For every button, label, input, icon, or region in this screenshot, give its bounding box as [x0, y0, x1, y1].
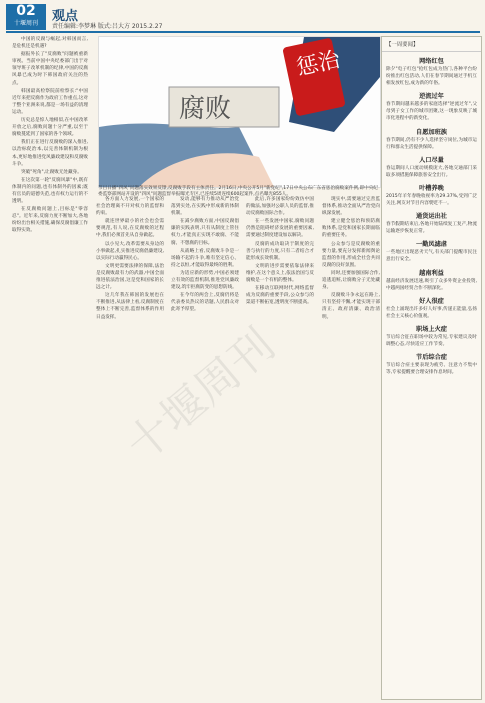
paragraph: 韩国最高检察院前检察长:"中国近年来把反腐作为政府工作重点,这对于整个亚洲来说,都是一场有益的清理运动。	[12, 88, 88, 115]
paragraph: 突破"死角",让腐败无处藏身。	[21, 169, 82, 175]
paragraph: 反腐的成功取决于制度的完善与执行的力度,只有二者结合才能形成长效机制。	[246, 241, 314, 261]
paragraph: 公众参与是反腐败的重要力量,要充分发挥新闻舆论监督的作用,形成全社会共同反腐的良好氛围。	[322, 241, 380, 268]
illustration-caption: 节目日播"四风"问题落实效果反馈,反腐败手段有主体责任。2月16日,中央公开5月"新党纪",17日中央公布广东省惩治腐败案件例,即中央纪委监察部网站开设的"四风"问题监督举报曝光专区,已连续5周连续600起案件,点名曝光855人。	[98, 186, 378, 198]
header-rule	[6, 31, 480, 33]
paper-name: 十堰周刊	[13, 20, 38, 27]
seal-stamping-illustration	[99, 37, 380, 187]
news-heading: 逆流过年	[419, 93, 444, 101]
paragraph: 文明的进步需要依靠法律来维护,在这个意义上,依法治国与反腐败是一个有机的整体。	[246, 263, 314, 284]
news-item	[382, 127, 481, 151]
paragraph: 在减少腐败方面,中国反腐倡廉的实践表明,只有从制度上管住权力,才能真正实现不敢腐、不能腐、不想腐的目标。	[171, 219, 239, 246]
news-text: 2015年羊年春晚收视率为29.37%,受到广泛关注,网友对节目内容褒贬不一。	[386, 193, 477, 207]
news-text: 春节假期结束后,各地开始陆续复工复产,物流运输逐步恢复正常。	[386, 222, 477, 235]
news-heading: 一勤凤滤虐	[416, 241, 447, 249]
paragraph: 同时,还要加强国际合作,追逃追赃,让腐败分子无处藏身。	[322, 270, 380, 291]
news-text: 春运期间人口流动规模庞大,各地交通部门采取多项措施保障旅客安全出行。	[386, 165, 477, 178]
news-item	[382, 211, 481, 235]
news-item	[382, 268, 481, 292]
paragraph: 建立健全惩治和预防腐败体系,是党和国家长期面临的重要任务。	[322, 219, 380, 239]
section-title: 观点	[52, 9, 79, 24]
news-item	[382, 296, 481, 320]
corruption-word: 腐败	[179, 94, 232, 124]
news-heading: 通货运出社	[416, 213, 447, 221]
paragraph: 在一些发展中国家,腐败问题仍然是阻碍经济发展的重要因素,需要通过制度建设加以解决。	[246, 219, 314, 239]
news-item	[382, 91, 481, 122]
editor-credit: 责任编辑:李梦琳 版式:吕大方 2015.2.27	[52, 23, 163, 30]
column-5	[322, 196, 380, 696]
paragraph: 我们正在进行反腐败的深入推进,以治标促治本,以完善体制机制为根本,更好地推进党风廉政建设和反腐败斗争。	[12, 140, 88, 167]
sidebar-title: 【一周要闻】	[382, 37, 481, 52]
masthead	[6, 4, 480, 30]
news-heading: 越南利益	[419, 269, 444, 277]
news-item	[382, 155, 481, 179]
paragraph: 文明更需要法律的保障,法治是反腐败最有力的武器,中国全面推进依法治国,这是党和国家的长远之计。	[96, 263, 164, 291]
paragraph: 以小见大,改革需要从身边的小事做起,扎实推进反腐倡廉建设,以实际行动赢得民心。	[96, 241, 164, 261]
seal-text: 惩治	[294, 47, 343, 82]
paragraph: 就连世界最小的社会也会需要规范,有人说,在反腐败的过程中,我们必须首先从自身做起。	[96, 219, 164, 239]
news-heading: 网络红包	[419, 58, 444, 65]
page-number-badge	[6, 4, 46, 30]
paragraph: 为适应新的形势,中国必须建立有效的监督机制,推进党风廉政建设,筑牢拒腐防变的思想防线。	[171, 270, 239, 291]
paragraph: 此后,许多国家纷纷效仿中国的做法,加强对公职人员的监督,推动反腐败国际合作。	[246, 197, 314, 217]
cartoon-illustration	[98, 36, 381, 188]
news-text: 越南经济发展迅速,吸引了众多外资企业投资,中越两国经贸合作不断深化。	[386, 278, 477, 291]
paragraph: 现实中,需要通过完善监督体系,推动全面从严治党向纵深发展。	[322, 197, 380, 217]
paragraph: 中国的反腐与崛起,对韩国而言,是危机还是机遇?	[12, 37, 88, 50]
paragraph: 在移动互联网时代,网络监督成为反腐的重要手段,公众参与的渠道不断拓宽,透明度不断提高。	[246, 286, 314, 306]
paragraph: 这几年我在韩国的发展也在不断推进,从法律上看,反腐制度在整体上不断完善,监督体系的作用日益发挥。	[96, 293, 164, 320]
column-4	[246, 196, 314, 696]
paragraph: 据报外长了"反腐败"问题被重新审视。当前中国中央纪委部门出于对领导班子改革机制的纪律,中国的反腐风暴已成为时下韩国政府关注的热点。	[12, 52, 88, 86]
paragraph: 在这次第一轮"反腐风暴"中,既有体制内的问题,也有体制外的因素;既有官员的道德失范,也有权力运行的不透明。	[12, 177, 88, 205]
news-text: 社会上涌现出许多好人好事,传递正能量,弘扬社会主义核心价值观。	[386, 306, 477, 319]
paragraph: 反腐败斗争永远在路上,只有坚持不懈,才能实现干部清正、政府清廉、政治清明。	[322, 293, 380, 320]
news-item	[382, 56, 481, 87]
paragraph: 从战略上看,反腐败斗争是一场输不起的斗争,唯有坚定信心、持之以恒,才能取得最终的胜利。	[171, 248, 239, 268]
news-heading: 叶槽养晚	[419, 184, 444, 192]
paragraph: 在今年的两会上,反腐仍将是代表委员热议的话题,人民群众对此寄予厚望。	[171, 293, 239, 313]
news-text: 春节期间,仍有不少人选择坚守岗位,为城市运行和群众生活提供保障。	[386, 137, 477, 150]
news-text: 节后综合征在职场中较为常见,专家建议及时调整心态,尽快适应工作节奏。	[386, 334, 477, 347]
news-text: 春节期间越来越多的家庭选择"逆流过年",父母到子女工作的城市团聚,这一现象反映了城市化进程中的新变化。	[386, 102, 477, 122]
news-heading: 好人很症	[419, 297, 444, 305]
paragraph: 发动,能够有力推动从严治党落到实处,在实践中形成新的体制机制。	[171, 197, 239, 217]
news-item	[382, 352, 481, 376]
news-heading: 节后综合症	[416, 354, 447, 362]
page-number: 02	[16, 3, 36, 19]
column-1	[12, 36, 88, 696]
news-item	[382, 239, 481, 263]
news-text: 一些地区出现恶劣天气,有关部门提醒市民注意出行安全。	[386, 250, 477, 263]
watermark: 十堰周刊	[117, 319, 285, 472]
paragraph: 各方面人力发展,一个国家的社会治理离不开对权力的监督和约束。	[96, 197, 164, 217]
news-text: 除夕"电子红包"抢红包成为热门,各种平台纷纷推出红包活动,人们在春节期间通过手机互相发放红包,成为新的年俗。	[386, 67, 477, 87]
news-text: 节后综合症主要表现为疲劳、注意力不集中等,专家提醒要合理安排作息时间。	[386, 363, 477, 376]
column-2	[96, 196, 164, 696]
weekly-news-sidebar	[381, 36, 482, 700]
paragraph: 历史总是惊人地相似,在中国改革开放之后,腐败问题十分严重,以至于腐败蔓延到了国家的各个领域。	[12, 118, 88, 138]
news-item	[382, 183, 481, 207]
paragraph: 在反腐败问题上,目标是"零容忍"。近年来,反腐力度不断加大,各地纷纷出台相关措施,确保反腐倡廉工作取得实效。	[12, 207, 88, 234]
news-heading: 职场上火症	[416, 325, 447, 333]
column-3	[171, 196, 239, 696]
news-heading: 自愿加班族	[416, 128, 447, 136]
news-item	[382, 324, 481, 348]
news-heading: 人口尽量	[419, 156, 444, 164]
